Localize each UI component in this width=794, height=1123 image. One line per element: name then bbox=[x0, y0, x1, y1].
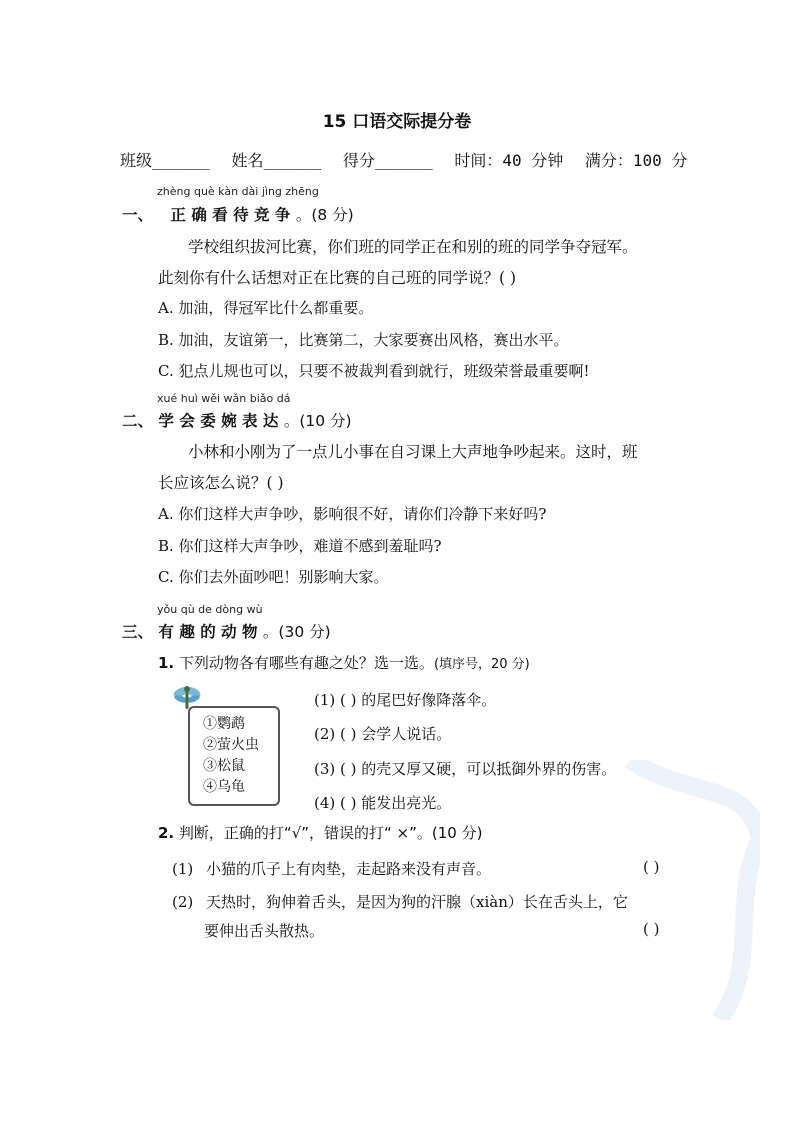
animal-option: ④乌龟 bbox=[203, 779, 245, 795]
section1-points: 。(8 分) bbox=[295, 206, 354, 224]
judge-item-text: 小猫的爪子上有肉垫，走起路来没有声音。 bbox=[206, 860, 492, 878]
student-info-line bbox=[120, 148, 699, 171]
fill-item bbox=[314, 792, 451, 813]
section2-option-a[interactable]: A. 你们这样大声争吵，影响很不好，请你们冷静下来好吗? bbox=[158, 505, 547, 523]
animal-option: ②萤火虫 bbox=[203, 737, 259, 753]
section2-pinyin: xué huì wěi wǎn biǎo dá bbox=[157, 392, 291, 405]
section3-heading bbox=[122, 620, 331, 642]
section2-title: 学 会 委 婉 表 达 bbox=[158, 412, 279, 430]
section1-question-line2: 此刻你有什么话想对正在比赛的自己班的同学说？( ) bbox=[158, 269, 517, 287]
section1-heading bbox=[122, 203, 354, 225]
section1-option-a[interactable]: A. 加油，得冠军比什么都重要。 bbox=[158, 299, 374, 317]
score-field[interactable]: 得分______ bbox=[342, 151, 433, 170]
judge-item-number: (2) bbox=[172, 893, 194, 911]
section3-pinyin: yǒu qù de dòng wù bbox=[157, 603, 263, 616]
section1-number: 一、 bbox=[122, 206, 154, 224]
section1-option-b[interactable]: B. 加油，友谊第一，比赛第二，大家要赛出风格，赛出水平。 bbox=[158, 331, 569, 349]
section1-pinyin: zhèng què kàn dài jìng zhēng bbox=[157, 185, 319, 198]
section2-question-line1: 小林和小刚为了一点儿小事在自习课上大声地争吵起来。这时，班 bbox=[188, 443, 638, 461]
fill-item-number: (2) bbox=[314, 725, 336, 743]
q1-number: 1. bbox=[158, 654, 175, 672]
section2-number: 二、 bbox=[122, 412, 154, 430]
fill-item-number: (1) bbox=[314, 691, 336, 709]
decorative-background bbox=[610, 760, 760, 1024]
page-title: 15 口语交际提分卷 bbox=[322, 112, 472, 132]
fill-item bbox=[314, 723, 451, 744]
fill-item-number: (4) bbox=[314, 794, 336, 812]
name-field[interactable]: 姓名______ bbox=[231, 151, 322, 170]
section1-question-line1: 学校组织拔河比赛，你们班的同学正在和别的班的同学争夺冠军。 bbox=[188, 238, 638, 256]
section2-points: 。(10 分) bbox=[283, 412, 352, 430]
q2-text: 判断，正确的打“√”，错误的打“ ×”。(10 分) bbox=[178, 824, 483, 842]
answer-blank[interactable]: ( ) bbox=[340, 691, 357, 709]
judge-answer-blank[interactable]: ( ) bbox=[643, 920, 660, 938]
section3-title: 有 趣 的 动 物 bbox=[158, 623, 258, 641]
judge-item-number: (1) bbox=[172, 860, 194, 878]
answer-blank[interactable]: ( ) bbox=[340, 725, 357, 743]
fill-item bbox=[314, 758, 616, 779]
fill-item bbox=[314, 689, 496, 710]
section3-points: 。(30 分) bbox=[262, 623, 331, 641]
answer-blank[interactable]: ( ) bbox=[340, 794, 357, 812]
judge-item-text-continued: 要伸出舌头散热。 bbox=[204, 922, 325, 940]
judge-answer-blank[interactable]: ( ) bbox=[643, 858, 660, 876]
class-field[interactable]: 班级______ bbox=[120, 151, 210, 170]
animal-option: ①鹦鹉 bbox=[203, 716, 245, 732]
section3-q2 bbox=[158, 822, 482, 843]
section2-question-line2: 长应该怎么说？( ) bbox=[158, 474, 284, 492]
time-label: 时间：40 分钟 bbox=[454, 151, 564, 170]
fill-item-text: 能发出亮光。 bbox=[361, 794, 452, 812]
fill-item-number: (3) bbox=[314, 760, 336, 778]
judge-item bbox=[172, 891, 628, 912]
q1-note: (填序号，20 分) bbox=[433, 657, 530, 672]
section1-title: 正 确 看 待 竞 争 bbox=[170, 206, 291, 224]
section2-option-b[interactable]: B. 你们这样大声争吵，难道不感到羞耻吗? bbox=[158, 537, 442, 555]
section3-q1 bbox=[158, 652, 530, 673]
q2-number: 2. bbox=[158, 824, 175, 842]
section3-number: 三、 bbox=[122, 623, 154, 641]
section2-option-c[interactable]: C. 你们去外面吵吧！别影响大家。 bbox=[158, 568, 389, 586]
animal-options-list bbox=[203, 714, 259, 798]
fill-item-text: 的壳又厚又硬，可以抵御外界的伤害。 bbox=[361, 760, 617, 778]
fill-item-text: 会学人说话。 bbox=[361, 725, 452, 743]
full-score-label: 满分：100 分 bbox=[584, 151, 688, 170]
q1-text: 下列动物各有哪些有趣之处？选一选。 bbox=[178, 654, 434, 672]
section1-option-c[interactable]: C. 犯点儿规也可以，只要不被裁判看到就行，班级荣誉最重要啊! bbox=[158, 362, 590, 380]
section2-heading bbox=[122, 409, 352, 431]
fill-item-text: 的尾巴好像降落伞。 bbox=[361, 691, 497, 709]
judge-item-text: 天热时，狗伸着舌头，是因为狗的汗腺（xiàn）长在舌头上，它 bbox=[206, 893, 628, 911]
answer-blank[interactable]: ( ) bbox=[340, 760, 357, 778]
judge-item bbox=[172, 858, 491, 879]
animal-option: ③松鼠 bbox=[203, 758, 245, 774]
